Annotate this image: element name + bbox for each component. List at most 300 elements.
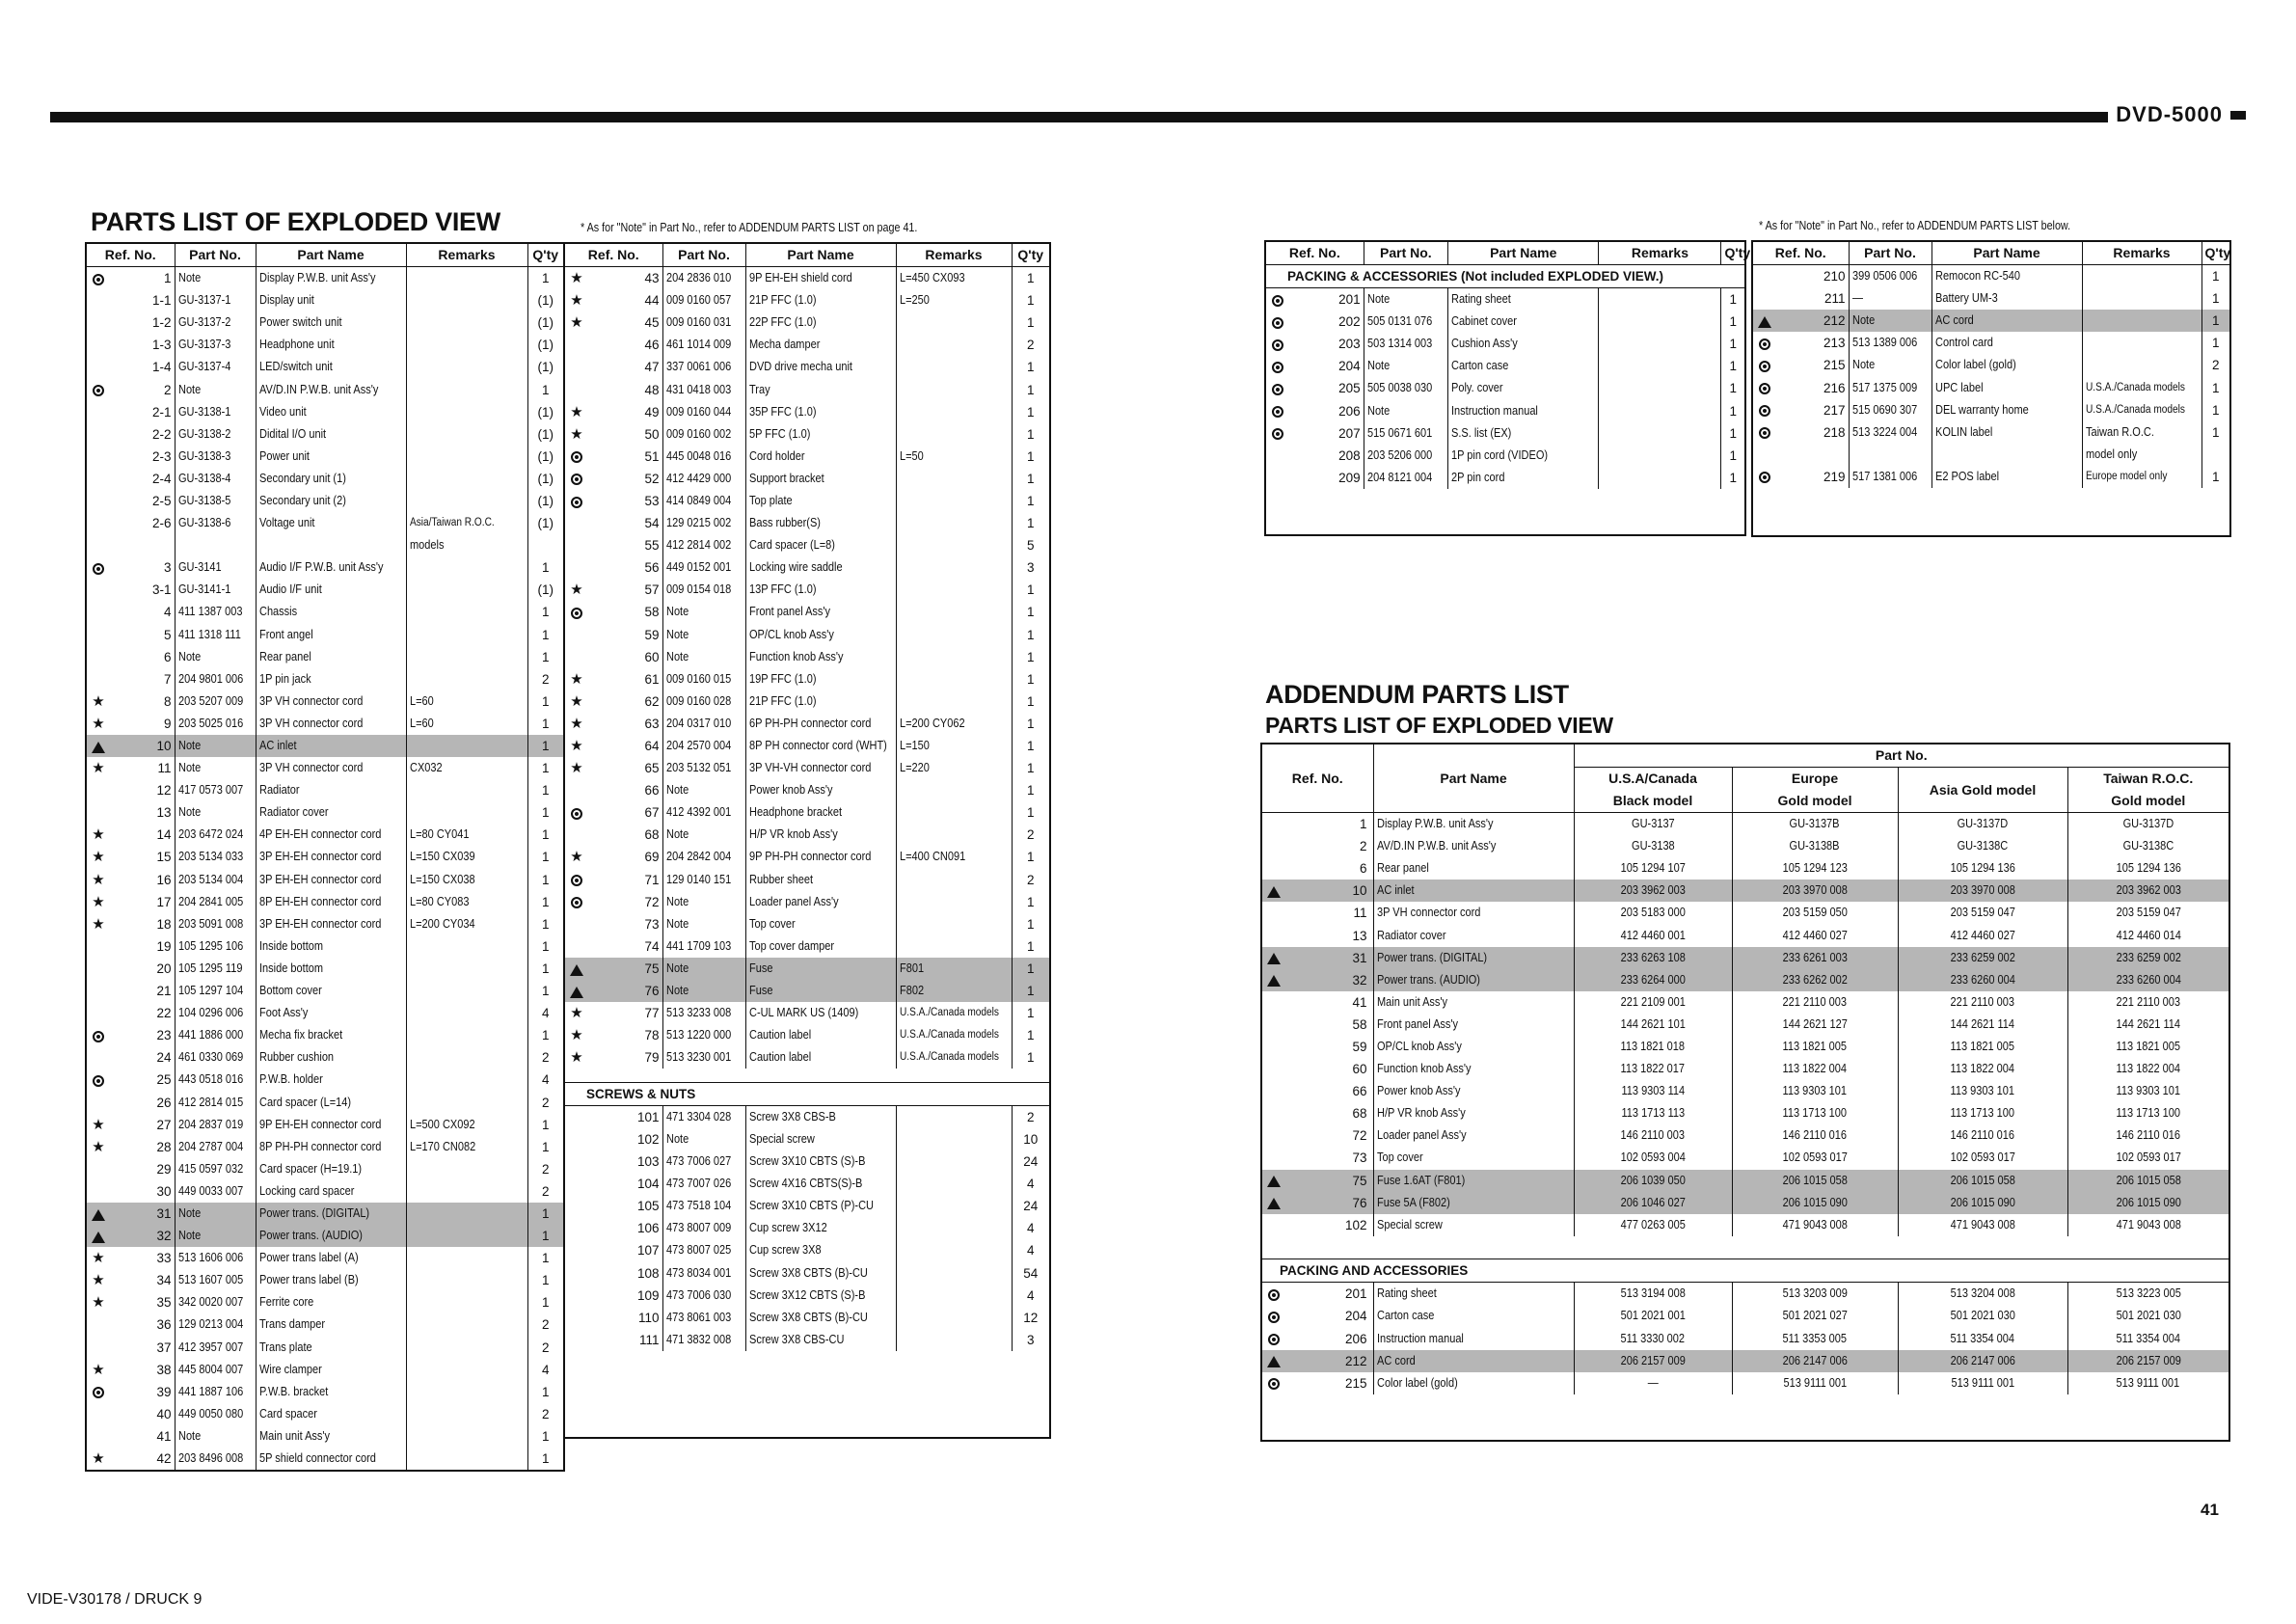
part-no-asia-text: 113 1822 004 [1950,1062,2015,1076]
part-no-asia [1898,1327,2067,1349]
ref-no: 5 [163,627,172,642]
part-name-text: Carton case [1376,1309,1434,1323]
remarks-text: F802 [899,984,924,998]
col-part-no: Part No. [1364,241,1448,265]
ref-no: 102 [636,1132,660,1148]
table-row [86,1247,564,1269]
mark-dot-icon [1265,1305,1283,1327]
part-no-text: 515 0690 307 [1851,402,1917,417]
part-no-asia-text: 501 2021 030 [1950,1309,2015,1323]
star-icon: ★ [92,1116,105,1133]
part-name [256,1448,406,1471]
part-no [662,1128,745,1150]
ref-no: 215 [1344,1375,1367,1391]
remarks [896,468,1012,490]
part-no [1849,376,1931,398]
qty: 2 [1012,1105,1050,1128]
table-row [564,423,1050,446]
table-row [1265,355,1745,377]
qty: 1 [1721,288,1745,311]
ref-cell [87,624,175,646]
part-no [662,556,745,579]
ref-cell [565,1307,662,1329]
ref-cell [565,556,662,579]
part-no [175,356,256,378]
part-no-usa [1574,1192,1732,1214]
remarks [406,1448,527,1471]
qty: 2 [2201,354,2230,376]
part-no-taiwan-text: 113 9303 101 [2116,1084,2180,1098]
part-no-text: Note [177,1205,201,1220]
remarks [406,690,527,713]
ref-no: 109 [636,1287,660,1303]
part-name [256,1403,406,1425]
part-no-europe [1732,1124,1898,1147]
ref-no: 59 [1352,1039,1367,1054]
ref-no: 44 [644,293,660,309]
col-europe-line2: Gold model [1777,793,1852,808]
ref-no: 13 [156,805,172,821]
part-name-text: Locking card spacer [258,1183,354,1198]
part-no [662,401,745,423]
part-name-text: Tray [748,382,770,396]
part-name [1373,1102,1574,1124]
ref-no: 51 [644,448,660,464]
remarks [406,1203,527,1225]
part-no-text: Note [665,649,689,663]
part-no-europe [1732,1014,1898,1036]
ref-cell [87,668,175,690]
table-row [564,779,1050,801]
col-qty: Q'ty [527,243,564,267]
ref-cell [1753,444,1849,466]
part-no [175,824,256,846]
qty: 2 [527,1313,564,1336]
ref-no: 218 [1823,424,1846,440]
qty: 1 [1012,423,1050,446]
remarks [406,1313,527,1336]
part-no-text: 129 0140 151 [665,872,731,886]
part-no-text: Note [665,827,689,842]
mark-dot-icon [568,801,585,824]
ref-cell [87,913,175,935]
part-name [745,267,896,290]
part-name [256,891,406,913]
part-name [745,334,896,356]
ref-cell [87,1069,175,1091]
ref-cell [87,1247,175,1269]
remarks [406,1091,527,1113]
addendum-table [1260,743,2230,1442]
part-no-taiwan [2067,991,2229,1014]
star-icon: ★ [92,715,105,732]
part-name-text: H/P VR knob Ass'y [748,827,838,842]
part-name [256,490,406,512]
table-row [1265,288,1745,311]
part-name [256,1313,406,1336]
ref-cell [565,446,662,468]
table-row [1265,377,1745,399]
col-part-no: Part No. [662,243,745,267]
table-row [86,1114,564,1136]
part-name-text: Top cover [1376,1150,1423,1165]
table-row [86,1403,564,1425]
qty: 1 [1012,579,1050,601]
part-name-text: Secondary unit (1) [258,471,346,485]
table-row [1752,354,2230,376]
part-name [256,690,406,713]
part-no-europe [1732,1058,1898,1080]
part-name-text: S.S. list (EX) [1451,425,1512,440]
part-no-asia [1898,1058,2067,1080]
part-no-usa [1574,1305,1732,1327]
part-name [1373,1170,1574,1192]
table-row [564,646,1050,668]
ref-cell [87,490,175,512]
ref-no: 101 [636,1109,660,1124]
ref-no: 216 [1823,380,1846,395]
part-name-text: AC cord [1376,1353,1416,1367]
part-no-taiwan-text: 102 0593 017 [2116,1150,2181,1165]
ref-no: 219 [1823,469,1846,484]
part-no-asia-text: 113 1821 005 [1950,1039,2015,1053]
ref-cell [87,401,175,423]
part-no-taiwan [2067,947,2229,969]
part-name-text: 21P FFC (1.0) [748,693,816,708]
part-no-text: 431 0418 003 [665,382,731,396]
part-no [662,1262,745,1285]
table-row [564,1307,1050,1329]
part-no [175,1069,256,1091]
ref-cell [1262,1080,1373,1102]
part-no-europe [1732,991,1898,1014]
part-name [1373,835,1574,857]
remarks [896,1217,1012,1239]
remarks [1599,333,1721,355]
table-row [1261,924,2229,946]
ref-cell [87,757,175,779]
part-no [662,958,745,980]
part-no-text: 517 1375 009 [1851,380,1917,394]
ref-no: 42 [156,1451,172,1467]
part-name [1931,332,2082,354]
part-no [662,668,745,690]
part-no [175,1024,256,1046]
qty: 1 [527,713,564,735]
ref-cell [87,980,175,1002]
part-no-text: 105 1295 119 [177,961,242,975]
part-no-taiwan [2067,1058,2229,1080]
ref-cell [1262,1372,1373,1394]
remarks-text: U.S.A./Canada models [899,1051,999,1064]
ref-no: 19 [156,938,172,954]
part-no-text: 203 8496 008 [177,1451,243,1466]
remarks-text: L=250 [899,293,930,308]
remarks [896,735,1012,757]
qty: 2 [1012,869,1050,891]
ref-no: 205 [1338,381,1361,396]
qty: 1 [1721,399,1745,421]
part-name-text: 8P PH connector cord (WHT) [748,739,887,753]
part-no [662,512,745,534]
ref-no: 69 [644,850,660,865]
ref-no: 6 [163,649,172,664]
part-name-text: Main unit Ass'y [258,1428,330,1443]
table-row [564,512,1050,534]
star-icon: ★ [570,738,583,755]
table-row [564,1329,1050,1351]
part-no-taiwan-text: 513 9111 001 [2116,1375,2180,1390]
part-no [175,579,256,601]
part-no-taiwan-text: 203 5159 047 [2116,906,2181,920]
part-no [1849,354,1931,376]
part-no-text: GU-3138-5 [177,493,230,507]
part-name-text: 35P FFC (1.0) [748,404,816,419]
table-row [86,1425,564,1448]
ref-no: 12 [156,783,172,798]
part-no-text: 473 8007 009 [665,1221,731,1235]
part-name [256,356,406,378]
qty: 2 [527,668,564,690]
remarks-text: L=150 [899,739,930,753]
warning-icon [1265,880,1283,902]
part-name-text: AC cord [1934,313,1974,328]
ref-cell [87,869,175,891]
part-no-asia-text: 203 5159 047 [1950,906,2015,920]
table-row [86,713,564,735]
part-no [175,1002,256,1024]
qty: 3 [1012,1329,1050,1351]
part-no-text: 412 2814 002 [665,538,731,553]
remarks [406,1403,527,1425]
part-name-text: 3P EH-EH connector cord [258,916,381,931]
remarks [896,289,1012,311]
part-no [175,378,256,400]
part-no-europe-text: 105 1294 123 [1782,861,1848,876]
part-no [1364,467,1448,489]
table-row [564,311,1050,334]
part-name-text: 22P FFC (1.0) [748,315,816,330]
ref-no: 71 [644,872,660,887]
part-no-text: 441 1887 106 [177,1384,243,1398]
remarks [406,1002,527,1024]
qty: 1 [527,913,564,935]
part-no-text: Note [177,649,201,663]
part-no-europe [1732,1350,1898,1372]
part-name-text: DVD drive mecha unit [748,360,852,374]
part-no-text: 009 0154 018 [665,582,731,597]
ref-cell [565,1217,662,1239]
part-no-asia [1898,991,2067,1014]
ref-cell [1262,1124,1373,1147]
spacer [1752,488,2230,536]
table-row [564,735,1050,757]
table-row [564,1217,1050,1239]
part-name [256,869,406,891]
ref-cell [565,801,662,824]
qty: 1 [527,1291,564,1313]
table-row [1261,1014,2229,1036]
part-no-europe-text: 501 2021 027 [1782,1309,1848,1323]
part-no-text: 517 1381 006 [1851,469,1917,483]
part-name [745,423,896,446]
part-no-text: 412 2814 015 [177,1095,243,1109]
mark-dot-icon [1265,1283,1283,1305]
part-name-text: Screw 3X8 CBS-B [748,1109,836,1123]
part-no-usa-text: GU-3137 [1631,817,1675,831]
part-name [745,869,896,891]
part-no [175,735,256,757]
ref-no: 41 [1352,994,1367,1010]
part-no-asia-text: 221 2110 003 [1950,994,2015,1009]
remarks [896,534,1012,556]
warning-icon [1756,310,1773,332]
table-row [86,824,564,846]
ref-cell [87,1114,175,1136]
part-name-text: Remocon RC-540 [1934,269,2020,284]
star-icon: ★ [92,893,105,910]
part-no-text: 443 0518 016 [177,1072,243,1087]
remarks [406,401,527,423]
mark-dot-icon [568,490,585,512]
part-no-asia [1898,1372,2067,1394]
ref-cell [87,801,175,824]
qty: 1 [527,1114,564,1136]
part-name-text: Screw 3X8 CBTS (B)-CU [748,1265,868,1280]
part-no-asia [1898,969,2067,991]
ref-cell [87,1403,175,1425]
part-no-text: 009 0160 002 [665,426,731,441]
ref-no: 217 [1823,402,1846,418]
part-name-text: 5P shield connector cord [258,1451,376,1466]
part-no-taiwan [2067,1192,2229,1214]
part-name-text: Rubber cushion [258,1050,334,1065]
part-no-usa [1574,1014,1732,1036]
warning-icon [90,1203,107,1225]
qty: 1 [527,869,564,891]
ref-no: 1-4 [151,360,172,375]
ref-no: 11 [157,761,172,776]
part-no [662,601,745,623]
remarks-text: L=200 CY062 [899,716,965,730]
part-name-text: Carton case [1451,359,1509,373]
table-row [86,1313,564,1336]
part-name [1931,466,2082,488]
part-no-usa [1574,1102,1732,1124]
remarks [2082,421,2201,444]
table-row [86,1002,564,1024]
part-name-text: Power unit [258,448,310,463]
table-row [564,378,1050,400]
part-name [1373,1147,1574,1169]
part-no [175,1269,256,1291]
part-no-text: 009 0160 031 [665,315,731,330]
part-name [1448,399,1599,421]
remarks [406,1158,527,1180]
remarks-text: L=150 CX038 [409,872,475,886]
part-name [1931,287,2082,310]
part-no [1849,444,1931,466]
part-name-text: Color label (gold) [1934,358,2016,372]
part-name [1931,354,2082,376]
remarks [406,1046,527,1069]
part-no-text: 471 3832 008 [665,1332,731,1346]
part-no [175,980,256,1002]
ref-no: 202 [1338,314,1361,330]
remarks [896,713,1012,735]
part-name-text: Cup screw 3X8 [748,1243,822,1258]
table-row [564,668,1050,690]
ref-cell [87,512,175,534]
qty: 4 [527,1002,564,1024]
table-row [86,534,564,556]
warning-icon [568,958,585,980]
qty: 2 [527,1046,564,1069]
ref-cell [565,1285,662,1307]
qty: 1 [1012,1002,1050,1024]
part-no-usa [1574,1036,1732,1058]
part-name [1373,813,1574,836]
qty: 1 [527,1269,564,1291]
part-no-text: GU-3137-1 [177,293,230,308]
part-no-text: 203 5025 016 [177,716,243,730]
part-name-text: Top plate [748,493,793,507]
ref-no: 1 [163,271,172,286]
ref-cell [565,668,662,690]
table-row [564,958,1050,980]
ref-cell [87,446,175,468]
part-no-europe [1732,1327,1898,1349]
part-no [662,646,745,668]
part-no [175,935,256,958]
part-no [175,468,256,490]
part-name-text: 19P FFC (1.0) [748,671,816,686]
qty: 1 [1721,311,1745,333]
ref-no: 106 [636,1221,660,1236]
part-no-text: 204 2787 004 [177,1139,243,1153]
part-no-text: 204 0317 010 [665,716,731,730]
table-row [86,1337,564,1359]
model-name: DVD-5000 [2116,102,2223,126]
part-name [1448,311,1599,333]
part-no-text: 105 1295 106 [177,938,243,953]
part-no-asia [1898,813,2067,836]
ref-cell [87,534,175,556]
mark-dot-icon [90,379,107,401]
part-no-taiwan [2067,1327,2229,1349]
ref-no: 8 [163,693,172,709]
part-no-text: 105 1297 104 [177,984,243,998]
part-no-usa-text: 513 3194 008 [1620,1286,1686,1301]
qty: (1) [527,579,564,601]
part-no-taiwan-text: 206 1015 058 [2116,1173,2181,1187]
ref-no: 2-6 [151,516,172,531]
part-name-text: Battery UM-3 [1934,291,1998,306]
ref-cell [1262,1170,1373,1192]
qty: 1 [1721,445,1745,467]
parts-table-2 [563,242,1051,1439]
part-no-text: GU-3137-3 [177,338,230,352]
part-name [1373,1036,1574,1058]
col-ref: Ref. No. [564,243,662,267]
part-no-europe-text: 144 2621 127 [1782,1016,1848,1031]
remarks-text: L=400 CN091 [899,850,965,864]
warning-icon [1265,1170,1283,1192]
remarks [1599,355,1721,377]
part-name-text: 9P EH-EH shield cord [748,271,852,285]
part-no-asia [1898,1170,2067,1192]
ref-no: 49 [644,404,660,420]
